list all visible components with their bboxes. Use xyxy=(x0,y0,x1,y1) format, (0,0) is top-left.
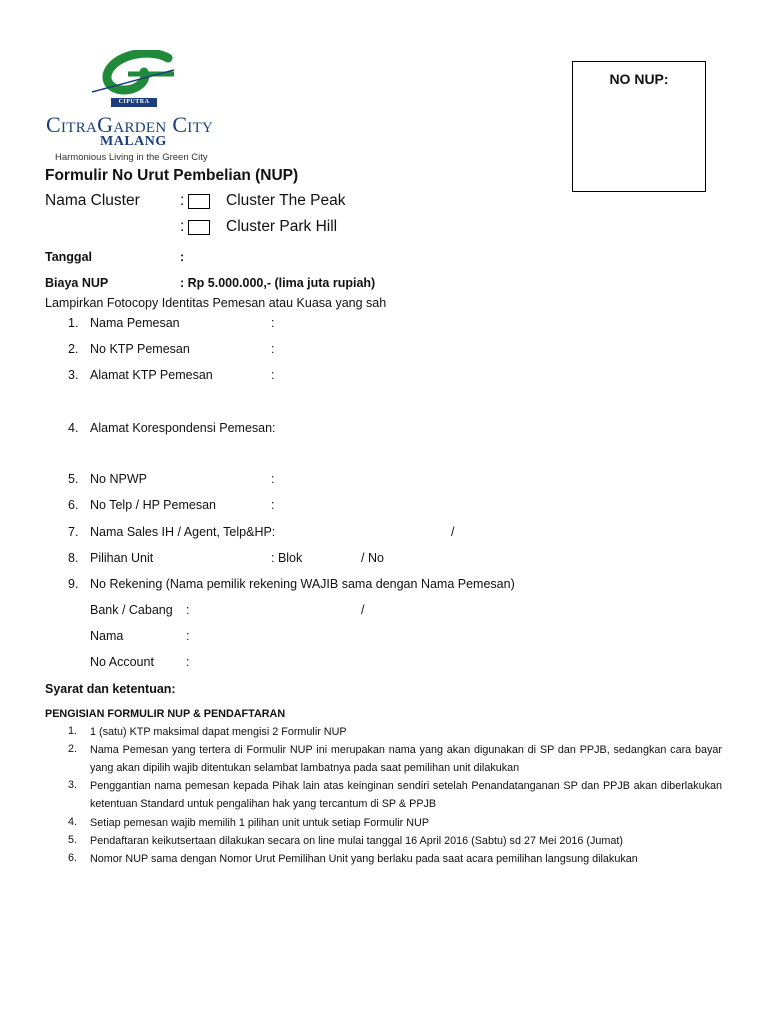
field-num: 1. xyxy=(68,316,79,330)
cluster-option-park-hill: Cluster Park Hill xyxy=(226,218,338,235)
cluster-label: Nama Cluster xyxy=(45,192,140,209)
terms-num: 6. xyxy=(68,852,78,864)
field-input-alamat-ktp[interactable]: : xyxy=(271,368,275,382)
logo-name: CitraGarden City xyxy=(46,112,214,137)
cluster-the-peak-checkbox[interactable] xyxy=(188,194,210,209)
field-label-telp: No Telp / HP Pemesan xyxy=(90,498,216,512)
field-label-alamat-korespondensi[interactable]: Alamat Korespondensi Pemesan: xyxy=(90,421,276,435)
terms-item: Setiap pemesan wajib memilih 1 pilihan unit untuk setiap Formulir NUP xyxy=(90,817,430,829)
cluster-colon-1: : xyxy=(180,192,185,209)
biaya-label: Biaya NUP xyxy=(45,276,109,290)
cluster-colon-2: : xyxy=(180,218,185,235)
rekening-label-bank: Bank / Cabang xyxy=(90,603,173,617)
field-num: 4. xyxy=(68,421,79,435)
field-num: 3. xyxy=(68,368,79,382)
field-sales-slash: / xyxy=(451,525,455,539)
rekening-label-account: No Account xyxy=(90,655,154,669)
terms-num: 4. xyxy=(68,816,78,828)
nup-number-box[interactable] xyxy=(572,61,706,192)
terms-item: 1 (satu) KTP maksimal dapat mengisi 2 Formulir NUP xyxy=(90,726,347,738)
terms-item: Nomor NUP sama dengan Nomor Urut Pemilihan Unit yang berlaku pada saat acara pemilihan langsung dilakukan xyxy=(90,853,638,865)
field-num: 6. xyxy=(68,498,79,512)
field-input-nama-pemesan[interactable]: : xyxy=(271,316,275,330)
biaya-value: : Rp 5.000.000,- (lima juta rupiah) xyxy=(180,276,376,290)
field-num: 8. xyxy=(68,551,79,565)
field-num: 2. xyxy=(68,342,79,356)
field-label-nama-pemesan: Nama Pemesan xyxy=(90,316,180,330)
terms-num: 5. xyxy=(68,834,78,846)
terms-heading: Syarat dan ketentuan: xyxy=(45,682,176,696)
field-label-pilihan-unit: Pilihan Unit xyxy=(90,551,154,565)
field-input-blok[interactable]: : Blok xyxy=(271,551,303,565)
cluster-option-the-peak: Cluster The Peak xyxy=(226,192,346,209)
field-input-no-ktp[interactable]: : xyxy=(271,342,275,356)
instruction-text: Lampirkan Fotocopy Identitas Pemesan atau Kuasa yang sah xyxy=(45,296,387,310)
terms-item: Pendaftaran keikutsertaan dilakukan secara on line mulai tanggal 16 April 2016 (Sabtu) sd 27 Mei 2016 (Jumat) xyxy=(90,835,623,847)
terms-num: 3. xyxy=(68,779,78,791)
tanggal-field[interactable]: : xyxy=(180,250,185,264)
terms-item: Penggantian nama pemesan kepada Pihak lain atas keinginan sendiri setelah Penandatanganan SP dan PPJB akan diberlakukan ketentuan Standard untuk pengalihan hak yang tercantum di SP & PPJB xyxy=(90,780,722,810)
field-label-no-rekening: No Rekening (Nama pemilik rekening WAJIB sama dengan Nama Pemesan) xyxy=(90,577,515,591)
form-title: Formulir No Urut Pembelian (NUP) xyxy=(45,167,299,184)
terms-item: Nama Pemesan yang tertera di Formulir NUP ini merupakan nama yang akan digunakan di SP dan PPJB, sedangkan cara bayar yang akan dipilih wajib ditentukan selambat lambatnya pada saat pemilihan unit dilakukan xyxy=(90,744,722,774)
field-num: 5. xyxy=(68,472,79,486)
field-num: 9. xyxy=(68,577,79,591)
cluster-park-hill-checkbox[interactable] xyxy=(188,220,210,235)
field-label-no-ktp: No KTP Pemesan xyxy=(90,342,190,356)
terms-num: 1. xyxy=(68,725,78,737)
field-label-sales[interactable]: Nama Sales IH / Agent, Telp&HP: xyxy=(90,525,276,539)
field-input-telp[interactable]: : xyxy=(271,498,275,512)
logo-city: MALANG xyxy=(100,134,167,149)
ciputra-label: CIPUTRA xyxy=(111,98,157,107)
nup-label: NO NUP: xyxy=(609,71,669,87)
rekening-input-bank[interactable]: : xyxy=(186,603,190,617)
field-label-npwp: No NPWP xyxy=(90,472,147,486)
field-input-no-unit[interactable]: / No xyxy=(361,551,384,565)
rekening-input-nama[interactable]: : xyxy=(186,629,190,643)
rekening-bank-slash: / xyxy=(361,603,365,617)
field-num: 7. xyxy=(68,525,79,539)
tanggal-label: Tanggal xyxy=(45,250,92,264)
field-label-alamat-ktp: Alamat KTP Pemesan xyxy=(90,368,213,382)
rekening-label-nama: Nama xyxy=(90,629,124,643)
rekening-input-account[interactable]: : xyxy=(186,655,190,669)
field-input-npwp[interactable]: : xyxy=(271,472,275,486)
logo-tagline: Harmonious Living in the Green City xyxy=(55,152,208,163)
terms-num: 2. xyxy=(68,743,78,755)
terms-subheading: PENGISIAN FORMULIR NUP & PENDAFTARAN xyxy=(45,708,286,720)
